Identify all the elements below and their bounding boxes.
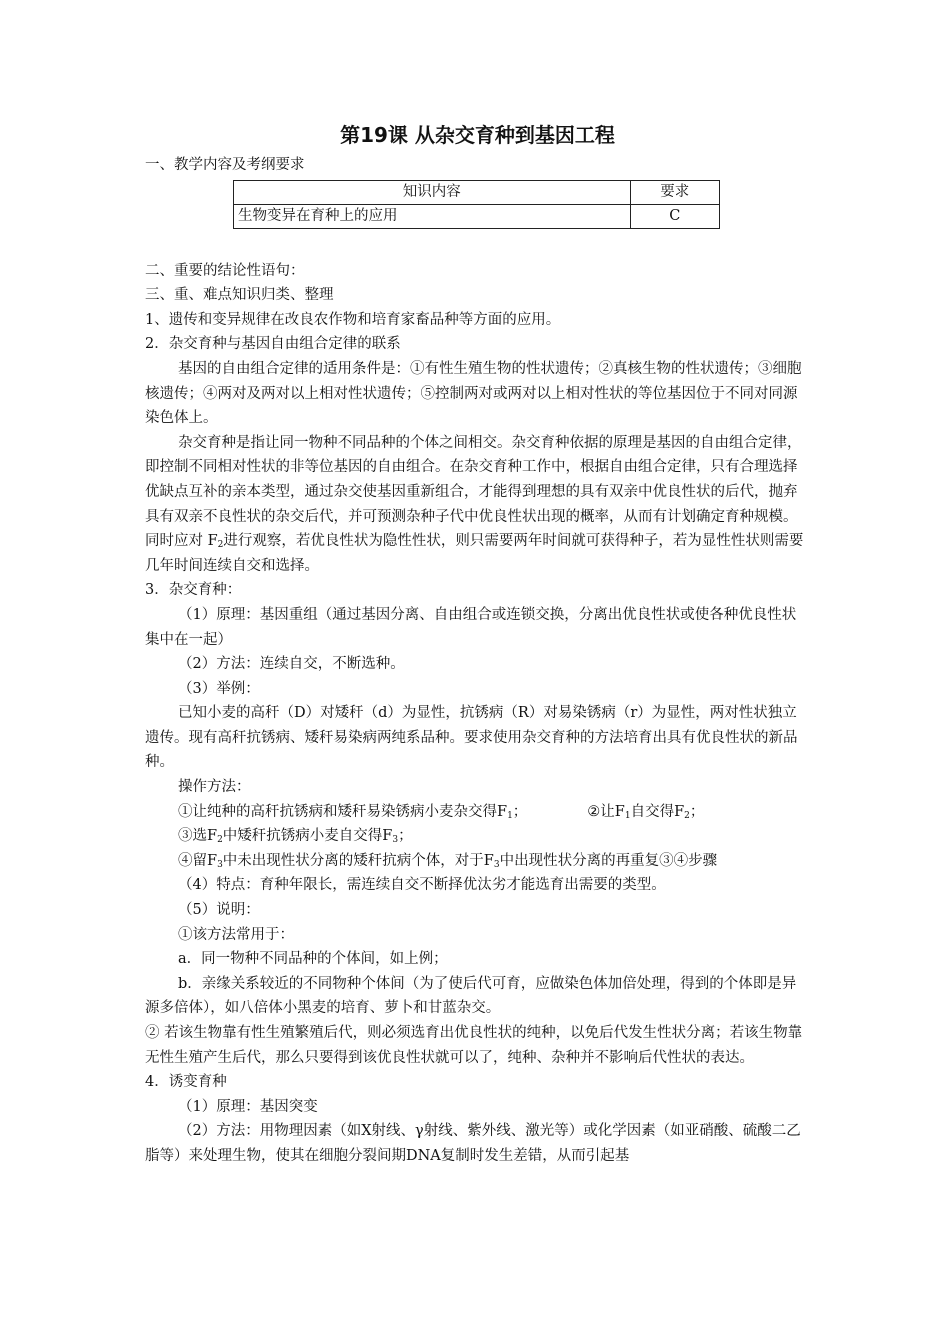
requirements-table [233, 180, 720, 229]
paragraph: 4．诱变育种 [145, 1074, 227, 1091]
paragraph: b．亲缘关系较近的不同物种个体间（为了使后代可育，应做染色体加倍处理，得到的个体即是异源多倍体），如八倍体小黑麦的培育、萝卜和甘蓝杂交。 [145, 975, 797, 1017]
step-text: ④留F [178, 852, 218, 869]
step-text: 中出现性状分离的再重复③④步骤 [499, 852, 718, 869]
paragraph: 已知小麦的高秆（D）对矮秆（d）为显性，抗锈病（R）对易染锈病（r）为显性，两对性状独立遗传。现有高秆抗锈病、矮秆易染病两纯系品种。要求使用杂交育种的方法培育出具有优良性状的新品种。 [145, 705, 798, 771]
table-header-row [234, 180, 720, 204]
document-page [145, 120, 810, 1169]
step-line [145, 824, 810, 849]
paragraph: 2．杂交育种与基因自由组合定律的联系 [145, 336, 401, 353]
step-line [145, 800, 810, 825]
section-heading-2: 二、重要的结论性语句： [145, 262, 305, 279]
step-text: ； [512, 803, 528, 820]
step-text: ； [398, 828, 413, 845]
table-header-cell: 知识内容 [234, 180, 631, 204]
paragraph: （1）原理：基因突变 [178, 1098, 318, 1115]
step-text: 自交得F [630, 803, 685, 820]
subscript: 2 [684, 810, 690, 821]
paragraph: （2）方法：连续自交，不断选种。 [178, 656, 405, 673]
paragraph-text: 杂交育种是指让同一物种不同品种的个体之间相交。杂交育种依据的原理是基因的自由组合定律，即控制不同相对性状的非等位基因的自由组合。在杂交育种工作中，根据自由组合定律，只有合理选择优缺点互补的亲本类型，通过杂交使基因重新组合，才能得到理想的具有双亲中优良性状的后代，抛弃具有双亲不良性状的杂交后代，并可预测杂种子代中优良性状出现的概率，从而有计划确定育种规模。同时应对 F [145, 434, 802, 550]
paragraph: 操作方法： [178, 779, 251, 796]
paragraph: ①该方法常用于： [178, 926, 294, 943]
subscript: 3 [217, 859, 223, 870]
step-text: ②让F [587, 803, 625, 820]
step-text: ①让纯种的高秆抗锈病和矮秆易染锈病小麦杂交得F [178, 803, 508, 820]
paragraph: （4）特点：育种年限长，需连续自交不断择优汰劣才能选育出需要的类型。 [178, 877, 666, 894]
page-title: 第19课 从杂交育种到基因工程 [340, 123, 615, 147]
table-cell: C [630, 204, 719, 228]
paragraph: （2）方法：用物理因素（如X射线、γ射线、紫外线、激光等）或化学因素（如亚硝酸、硫酸二乙脂等）来处理生物，使其在细胞分裂间期DNA复制时发生差错，从而引起基 [145, 1123, 801, 1164]
paragraph: ② 若该生物靠有性生殖繁殖后代，则必须选育出优良性状的纯种，以免后代发生性状分离；若该生物靠无性生殖产生后代，那么只要得到该优良性状就可以了，纯种、杂种并不影响后代性状的表达。 [145, 1025, 803, 1066]
paragraph-text: 进行观察，若优良性状为隐性性状，则只需要两年时间就可获得种子，若为显性性状则需要几年时间连续自交和选择。 [145, 533, 804, 574]
subscript: 2 [217, 835, 223, 846]
paragraph [145, 431, 810, 579]
subscript: 3 [392, 835, 399, 846]
step-text: 中矮秆抗锈病小麦自交得F [222, 828, 393, 845]
table-row [234, 204, 720, 228]
paragraph: a．同一物种不同品种的个体间，如上例； [178, 951, 448, 968]
subscript: 1 [507, 810, 513, 821]
step-line [145, 849, 810, 874]
paragraph: （3）举例： [178, 680, 260, 697]
subscript: 1 [624, 810, 631, 821]
paragraph: （1）原理：基因重组（通过基因分离、自由组合或连锁交换，分离出优良性状或使各种优良性状集中在一起） [145, 606, 797, 648]
paragraph: （5）说明： [178, 902, 260, 919]
paragraph: 3．杂交育种： [145, 582, 242, 599]
step-text: ； [689, 803, 705, 820]
paragraph: 基因的自由组合定律的适用条件是：①有性生殖生物的性状遗传；②真核生物的性状遗传；③细胞核遗传；④两对及两对以上相对性状遗传；⑤控制两对或两对以上相对性状的等位基因位于不同对同源染色体上。 [145, 360, 802, 427]
subscript: 3 [493, 859, 500, 870]
section-heading-1: 一、教学内容及考纲要求 [145, 157, 305, 173]
paragraph: 1、遗传和变异规律在改良农作物和培育家畜品种等方面的应用。 [145, 311, 561, 328]
section-heading-3: 三、重、难点知识归类、整理 [145, 287, 334, 304]
table-cell: 生物变异在育种上的应用 [234, 204, 631, 228]
subscript: 2 [217, 540, 224, 551]
table-header-cell: 要求 [630, 180, 719, 204]
step-text: ③选F [178, 828, 218, 845]
step-text: 中未出现性状分离的矮秆抗病个体，对于F [222, 852, 494, 869]
